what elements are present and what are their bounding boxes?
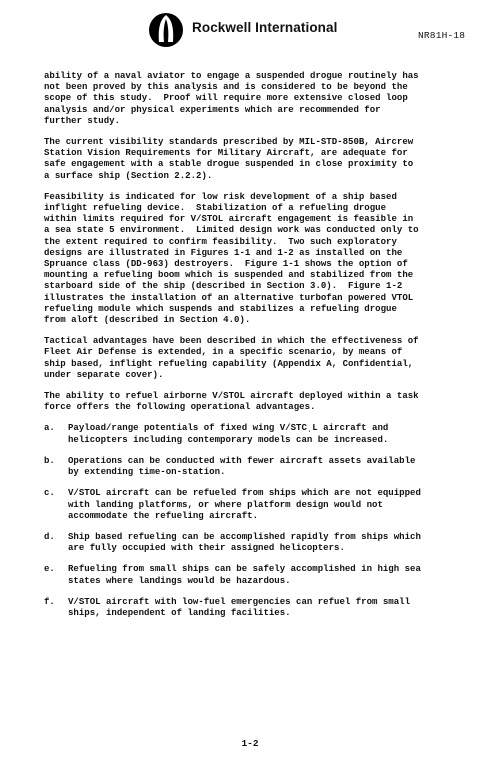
- paragraph: The ability to refuel airborne V/STOL aircraft deployed within a task force offers the following operational advantages.: [44, 390, 419, 413]
- list-marker: c.: [44, 487, 55, 499]
- list-item-text: Operations can be conducted with fewer aircraft assets available by extending time-on-station.: [68, 454, 416, 478]
- rockwell-logo-icon: [148, 12, 184, 48]
- list-marker: e.: [44, 563, 55, 575]
- list-marker: a.: [44, 422, 55, 434]
- list-marker: b.: [44, 454, 55, 466]
- page-header: [0, 8, 500, 48]
- list-item: [44, 563, 474, 585]
- list-item-text: Refueling from small ships can be safely accomplished in high sea states where landings would be hazardous.: [68, 563, 421, 586]
- paragraph: ability of a naval aviator to engage a suspended drogue routinely has not been proved by this analysis and is considered to be beyond the scope of this study. Proof will require more extensive closed loop analysis and/or physical experiments which are recommended for further study.: [44, 70, 419, 126]
- list-marker: d.: [44, 530, 55, 542]
- list-item: [44, 531, 474, 553]
- list-item-text: V/STOL aircraft with low-fuel emergencies can refuel from small ships, independent of landing facilities.: [68, 595, 411, 618]
- paragraph: Feasibility is indicated for low risk development of a ship based inflight refueling device. Stabilization of a refueling drogue within limits required for V/STOL aircraft engagement is feasible in a sea state 5 environment. Limited design work was conducted only to the extent required to confirm feasibility. Two such exploratory designs are illustrated in Figures 1-1 and 1-2 as installed on the Spruance class (DD-963) destroyers. Figure 1-1 shows the option of mounting a refueling boom which is suspended and stabilized from the starboard side of the ship (described in Section 3.0). Figure 1-2 illustrates the installation of an alternative turbofan powered VTOL refueling module which suspends and stabilizes a refueling drogue from aloft (described in Section 4.0).: [44, 190, 419, 326]
- document-body: [44, 70, 474, 628]
- list-item-text: Payload/range potentials of fixed wing V/STCˌL aircraft and helicopters including contemporary models can be increased.: [68, 422, 389, 445]
- list-marker: f.: [44, 595, 55, 607]
- page-number: 1-2: [241, 738, 259, 749]
- paragraph: The current visibility standards prescribed by MIL-STD-850B, Aircrew Station Vision Requirements for Military Aircraft, are adequate for safe engagement with a stable drogue suspended in close proximity to a surface ship (Section 2.2.2).: [44, 136, 414, 181]
- list-item-text: V/STOL aircraft can be refueled from ships which are not equipped with landing platforms, or where platform design would not accommodate the refueling aircraft.: [68, 487, 421, 521]
- list-item-text: Ship based refueling can be accomplished rapidly from ships which are fully occupied with their assigned helicopters.: [68, 530, 421, 554]
- list-item: [44, 455, 474, 477]
- document-number: NR81H-18: [418, 30, 466, 41]
- list-item: [44, 422, 474, 444]
- paragraph: Tactical advantages have been described in which the effectiveness of Fleet Air Defense is extended, in a specific scenario, by means of ship based, inflight refueling capability (Appendix A, Confidential, under separate cover).: [44, 335, 419, 380]
- list-item: [44, 487, 474, 521]
- company-name: Rockwell International: [192, 20, 338, 35]
- list-item: [44, 596, 474, 618]
